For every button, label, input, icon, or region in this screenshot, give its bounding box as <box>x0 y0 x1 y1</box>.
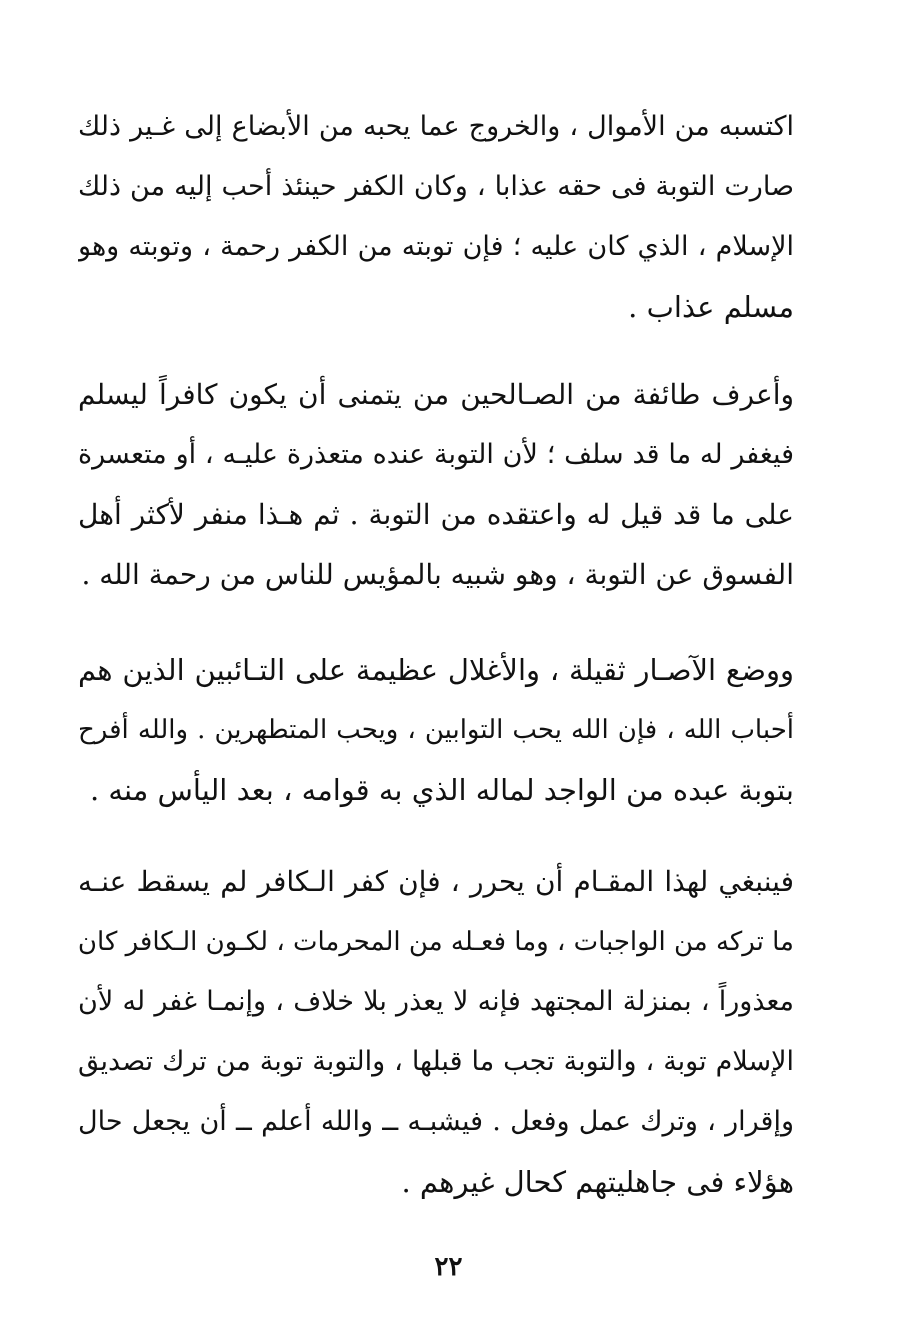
text-line: بتوبة عبده من الواجد لماله الذي به قوامه ، بعد اليأس منه . <box>89 773 794 807</box>
text-line: هؤلاء فى جاهليتهم كحال غيرهم . <box>401 1165 794 1199</box>
paragraph-1 <box>78 97 794 337</box>
text-line: ما تركه من الواجبات ، وما فعـله من المحرمات ، لكـون الـكافر كان <box>78 927 794 957</box>
paragraph-3 <box>78 640 794 820</box>
text-line: أحباب الله ، فإن الله يحب التوابين ، ويحب المتطهرين . والله أفرح <box>78 715 794 745</box>
text-line: الإسلام ، الذي كان عليه ؛ فإن توبته من الكفر رحمة ، وتوبته وهو <box>78 231 794 262</box>
text-line: صارت التوبة فى حقه عذابا ، وكان الكفر حينئذ أحب إليه من ذلك <box>78 171 794 202</box>
paragraph-4 <box>78 852 794 1212</box>
paragraph-2 <box>78 365 794 605</box>
text-line: ووضع الآصـار ثقيلة ، والأغلال عظيمة على التـائبين الذين هم <box>78 653 794 687</box>
text-line: الإسلام توبة ، والتوبة تجب ما قبلها ، والتوبة توبة من ترك تصديق <box>78 1046 794 1077</box>
text-line: فيغفر له ما قد سلف ؛ لأن التوبة عنده متعذرة عليـه ، أو متعسرة <box>78 439 794 470</box>
text-line: معذوراً ، بمنزلة المجتهد فإنه لا يعذر بلا خلاف ، وإنمـا غفر له لأن <box>78 986 794 1017</box>
text-line: الفسوق عن التوبة ، وهو شبيه بالمؤيس للناس من رحمة الله . <box>81 558 794 591</box>
text-line: اكتسبه من الأموال ، والخروج عما يحبه من الأبضاع إلى غـير ذلك <box>78 111 794 142</box>
text-line: وأعرف طائفة من الصـالحين من يتمنى أن يكون كافراً ليسلم <box>78 378 794 411</box>
text-line: وإقرار ، وترك عمل وفعل . فيشبـه ــ والله أعلم ــ أن يجعل حال <box>78 1106 794 1137</box>
text-line: مسلم عذاب . <box>628 290 794 324</box>
page-number: ٢٢ <box>434 1252 463 1282</box>
text-line: فينبغي لهذا المقـام أن يحرر ، فإن كفر الـكافر لم يسقط عنـه <box>78 865 794 898</box>
text-line: على ما قد قيل له واعتقده من التوبة . ثم هـذا منفر لأكثر أهل <box>78 498 794 531</box>
